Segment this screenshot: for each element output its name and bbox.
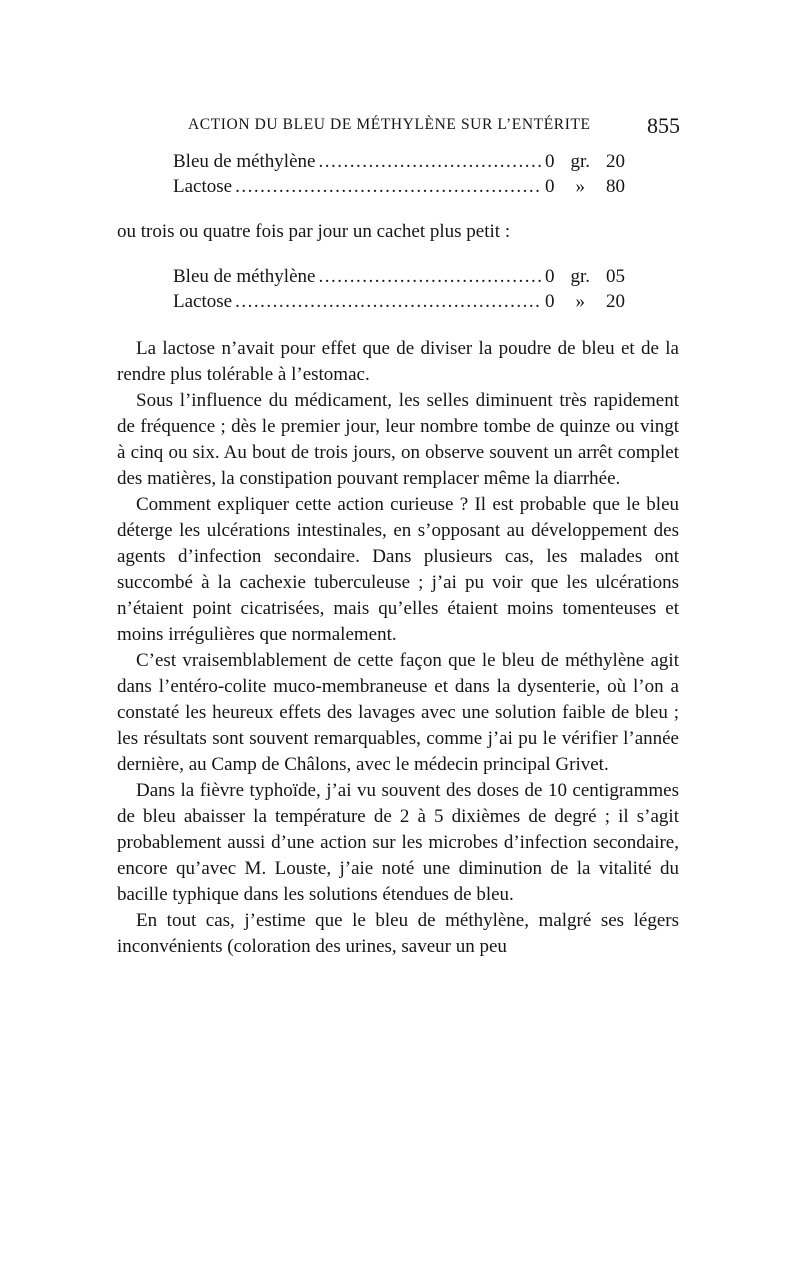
prescription-1 (173, 151, 625, 201)
body-paragraph: Dans la fièvre typhoïde, j’ai vu souvent des doses de 10 centigrammes de bleu abaisser la température de 2 à 5 dixièmes de degré ; il s’agit probablement aussi d’une action sur les microbes d’infection secondaire, encore qu’avec M. Louste, j’aie noté une diminution de la vitalité du bacille typhique dans les solutions étendues de bleu. (117, 780, 679, 905)
dot-leader (235, 176, 542, 198)
ingredient-name: Bleu de méthylène (173, 266, 316, 287)
quantity-value: 80 (606, 176, 625, 197)
page-header (188, 113, 680, 140)
ingredient-name: Bleu de méthylène (173, 151, 316, 172)
page-number: 855 (647, 113, 680, 138)
between-text: ou trois ou quatre fois par jour un cachet plus petit : (117, 221, 511, 242)
ingredient-name: Lactose (173, 176, 233, 197)
body-text (117, 336, 679, 960)
body-paragraph: Sous l’influence du médicament, les selles diminuent très rapidement de fréquence ; dès le premier jour, leur nombre tombe de quinze ou vingt à cinq ou six. Au bout de trois jours, on observe souvent un arrêt complet des matières, la constipation pouvant remplacer même la diarrhée. (117, 390, 679, 489)
ingredient-quantity (545, 176, 625, 198)
prescription-line (173, 266, 625, 291)
ingredient-quantity (545, 266, 625, 288)
quantity-unit: gr. (570, 266, 591, 287)
body-paragraph: En tout cas, j’estime que le bleu de méthylène, malgré ses légers inconvénients (coloration des urines, saveur un peu (117, 910, 679, 957)
prescription-line (173, 176, 625, 201)
dot-leader (235, 291, 542, 313)
running-title: ACTION DU BLEU DE MÉTHYLÈNE SUR L’ENTÉRITE (188, 116, 591, 133)
quantity-amount: 0 (545, 151, 555, 172)
ingredient-name: Lactose (173, 291, 233, 312)
quantity-amount: 0 (545, 176, 555, 197)
dot-leader (318, 266, 542, 288)
between-text-block (117, 219, 679, 245)
body-paragraph: La lactose n’avait pour effet que de diviser la poudre de bleu et de la rendre plus tolérable à l’estomac. (117, 338, 679, 385)
prescription-2 (173, 266, 625, 316)
quantity-amount: 0 (545, 291, 555, 312)
ingredient-quantity (545, 151, 625, 173)
quantity-unit: » (575, 291, 585, 312)
quantity-amount: 0 (545, 266, 555, 287)
body-paragraph: C’est vraisemblablement de cette façon que le bleu de méthylène agit dans l’entéro-colite muco-membraneuse et dans la dysenterie, où l’on a constaté les heureux effets des lavages avec une solution faible de bleu ; les résultats sont souvent remarquables, comme j’ai pu le vérifier l’année dernière, au Camp de Châlons, avec le médecin principal Grivet. (117, 650, 679, 775)
prescription-line (173, 291, 625, 316)
prescription-line (173, 151, 625, 176)
quantity-value: 20 (606, 151, 625, 172)
dot-leader (318, 151, 542, 173)
ingredient-quantity (545, 291, 625, 313)
quantity-value: 20 (606, 291, 625, 312)
quantity-unit: gr. (570, 151, 591, 172)
quantity-value: 05 (606, 266, 625, 287)
quantity-unit: » (575, 176, 585, 197)
body-paragraph: Comment expliquer cette action curieuse ? Il est probable que le bleu déterge les ulcérations intestinales, en s’opposant au développement des agents d’infection secondaire. Dans plusieurs cas, les malades ont succombé à la cachexie tuberculeuse ; j’ai pu voir que les ulcérations n’étaient point cicatrisées, mais qu’elles étaient moins tomenteuses et moins irrégulières que normalement. (117, 494, 679, 645)
